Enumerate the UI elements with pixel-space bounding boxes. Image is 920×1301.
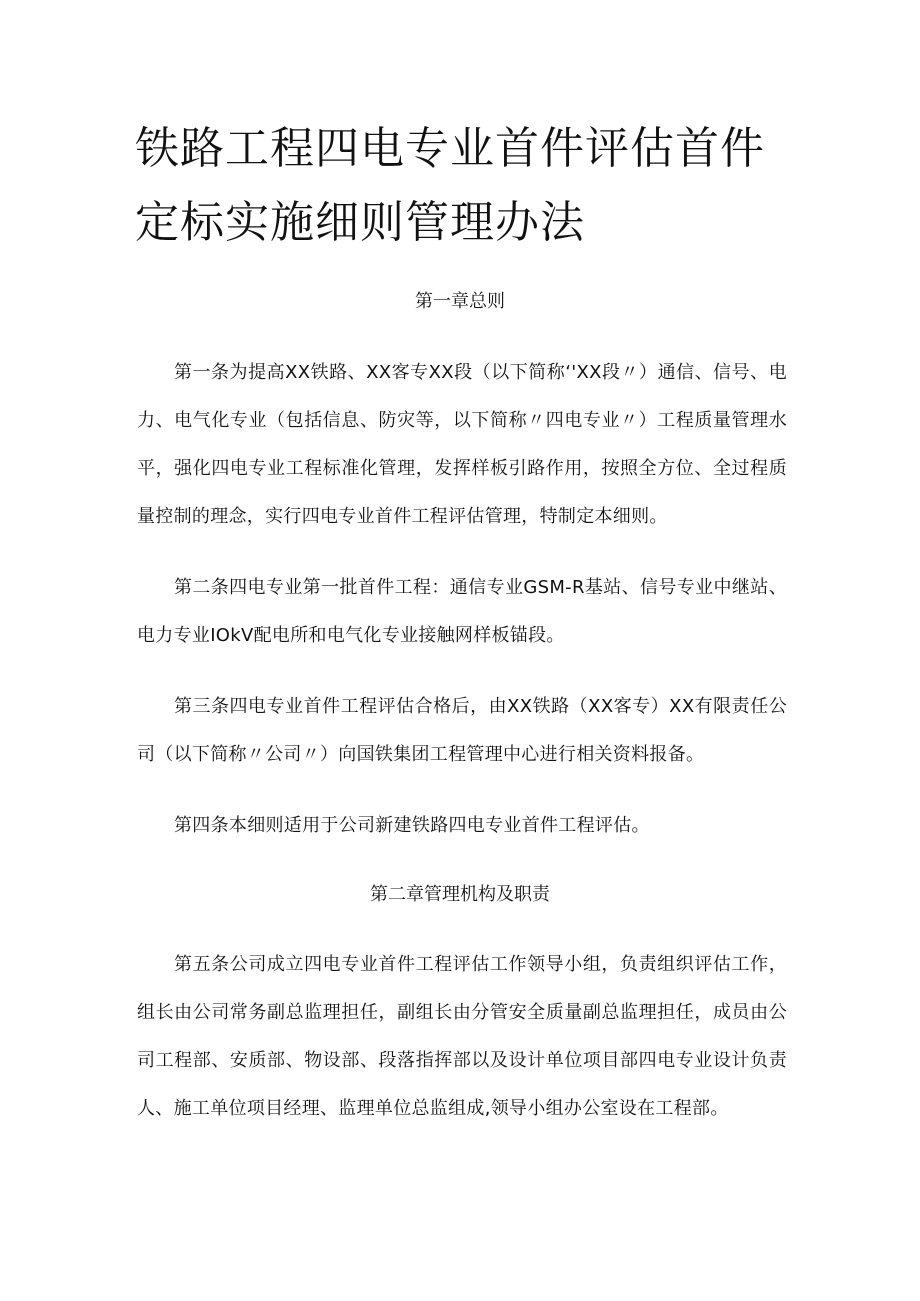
article-2: 第二条四电专业第一批首件工程：通信专业GSM-R基站、信号专业中继站、电力专业IOkV配电所和电气化专业接触网样板锚段。: [137, 577, 787, 646]
article-3: 第三条四电专业首件工程评估合格后，由XX铁路（XX客专）XX有限责任公司（以下简称〃公司〃）向国铁集团工程管理中心进行相关资料报备。: [137, 696, 787, 765]
article-5: 第五条公司成立四电专业首件工程评估工作领导小组，负责组织评估工作，组长由公司常务副总监理担任，副组长由分管安全质量副总监理担任，成员由公司工程部、安质部、物设部、段落指挥部以及设计单位项目部四电专业设计负责人、施工单位项目经理、监理单位总监组成,领导小组办公室设在工程部。: [137, 954, 787, 1119]
chapter-heading: 第二章管理机构及职责: [370, 884, 550, 905]
document-title: 铁路工程四电专业首件评估首件定标实施细则管理办法: [135, 123, 765, 248]
chapter-heading: 第一章总则: [415, 291, 505, 312]
article-1: 第一条为提高XX铁路、XX客专XX段（以下简称‘'XX段〃）通信、信号、电力、电气化专业（包括信息、防灾等，以下简称〃四电专业〃）工程质量管理水平，强化四电专业工程标准化管理，发挥样板引路作用，按照全方位、全过程质量控制的理念，实行四电专业首件工程评估管理，特制定本细则。: [137, 362, 787, 527]
article-4: 第四条本细则适用于公司新建铁路四电专业首件工程评估。: [174, 815, 650, 836]
